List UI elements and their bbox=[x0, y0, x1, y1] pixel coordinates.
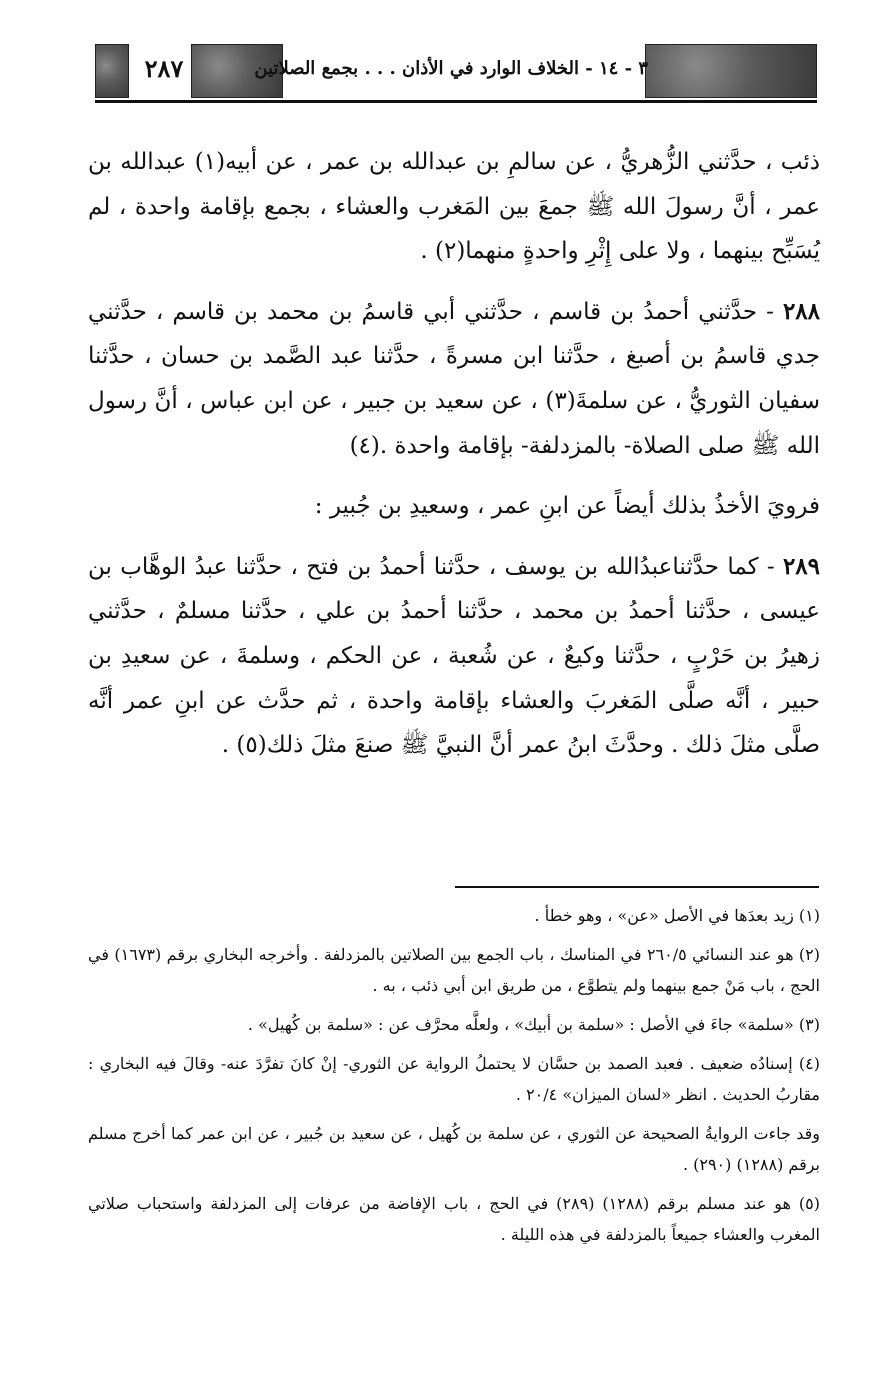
paragraph-continuation: ذئب ، حدَّثني الزُّهريُّ ، عن سالمِ بن عبدالله بن عمر ، عن أبيه(١) عبدالله بن عمر ، أنَّ رسولَ الله ﷺ جمعَ بين المَغرب والعشاء ، بجمع بإقامة واحدة ، لم يُسَبِّح بينهما ، ولا على إِثْرِ واحدةٍ منهما(٢) . bbox=[88, 149, 820, 265]
main-text bbox=[88, 140, 820, 768]
footnote-2: (٢) هو عند النسائي ٢٦٠/٥ في المناسك ، باب الجمع بين الصلاتين بالمزدلفة . وأخرجه البخاري برقم (١٦٧٣) في الحج ، باب مَنْ جمع بينهما ولم يتطوَّع ، من طريق ابن أبي ذئب ، به . bbox=[88, 945, 821, 995]
hadith-number: ٢٨٨ bbox=[782, 297, 820, 325]
footnote-1: (١) زيد بعدَها في الأصل «عن» ، وهو خطأ . bbox=[534, 906, 820, 925]
hadith-288 bbox=[88, 290, 820, 468]
hadith-text: - حدَّثني أحمدُ بن قاسم ، حدَّثني أبي قاسمُ بن محمد بن قاسم ، حدَّثني جدي قاسمُ بن أصبغ ، حدَّثنا ابن مسرةً ، حدَّثنا عبد الصَّمد بن حسان ، حدَّثنا سفيان الثوريُّ ، عن سلمةَ(٣) ، عن سعيد بن جبير ، عن ابن عباس ، أنَّ رسول الله ﷺ صلى الصلاة- بالمزدلفة- بإقامة واحدة .(٤) bbox=[88, 298, 820, 459]
hadith-number: ٢٨٩ bbox=[782, 552, 820, 580]
footnote-4-continued: وقد جاءت الروايةُ الصحيحة عن الثوري ، عن سلمة بن كُهيل ، عن سعيد بن جُبير ، عن ابن عمر كما أخرج مسلم برقم (١٢٨٨) (٢٩٠) . bbox=[88, 1124, 820, 1174]
footnote-separator bbox=[455, 886, 819, 888]
header-decoration-left bbox=[95, 44, 129, 98]
footnote-3: (٣) «سلمة» جاءَ في الأصل : «سلمة بن أبيك» ، ولعلَّه محرَّف عن : «سلمة بن كُهيل» . bbox=[247, 1015, 820, 1034]
transition-paragraph: فرويَ الأخذُ بذلك أيضاً عن ابنِ عمر ، وسعيدِ بن جُبير : bbox=[314, 493, 820, 520]
footnotes bbox=[88, 900, 820, 1250]
hadith-289 bbox=[88, 545, 820, 768]
footnote-4: (٤) إسنادُه ضعيف . فعبد الصمد بن حسَّان لا يحتملُ الرواية عن الثوري- إنْ كانَ تفرَّدَ عنه- وقالَ فيه البخاري : مقاربُ الحديث . انظر «لسان الميزان» ٢٠/٤ . bbox=[88, 1054, 820, 1104]
header-rule bbox=[95, 100, 817, 103]
page-number: ٢٨٧ bbox=[144, 54, 184, 83]
hadith-text: - كما حدَّثناعبدُالله بن يوسف ، حدَّثنا أحمدُ بن فتح ، حدَّثنا عبدُ الوهَّاب بن عيسى ، حدَّثنا أحمدُ بن محمد ، حدَّثنا أحمدُ بن علي ، حدَّثنا مسلمٌ ، حدَّثني زهيرُ بن حَرْبٍ ، حدَّثنا وكيعٌ ، عن شُعبة ، عن الحكم ، وسلمةَ ، عن سعيدِ بن حبير ، أنَّه صلَّى المَغربَ والعشاء بإقامة واحدة ، ثم حدَّث عن ابنِ عمر أنَّه صلَّى مثلَ ذلك . وحدَّثَ ابنُ عمر أنَّ النبيَّ ﷺ صنعَ مثلَ ذلك(٥) . bbox=[88, 553, 820, 759]
running-title: ٣ - ١٤ - الخلاف الوارد في الأذان . . . بجمع الصلاتين bbox=[254, 58, 648, 79]
header-decoration-right bbox=[645, 44, 817, 98]
footnote-5: (٥) هو عند مسلم برقم (١٢٨٨) (٢٨٩) في الحج ، باب الإفاضة من عرفات إلى المزدلفة واستحباب صلاتي المغرب والعشاء جميعاً بالمزدلفة في هذه الليلة . bbox=[88, 1194, 820, 1244]
